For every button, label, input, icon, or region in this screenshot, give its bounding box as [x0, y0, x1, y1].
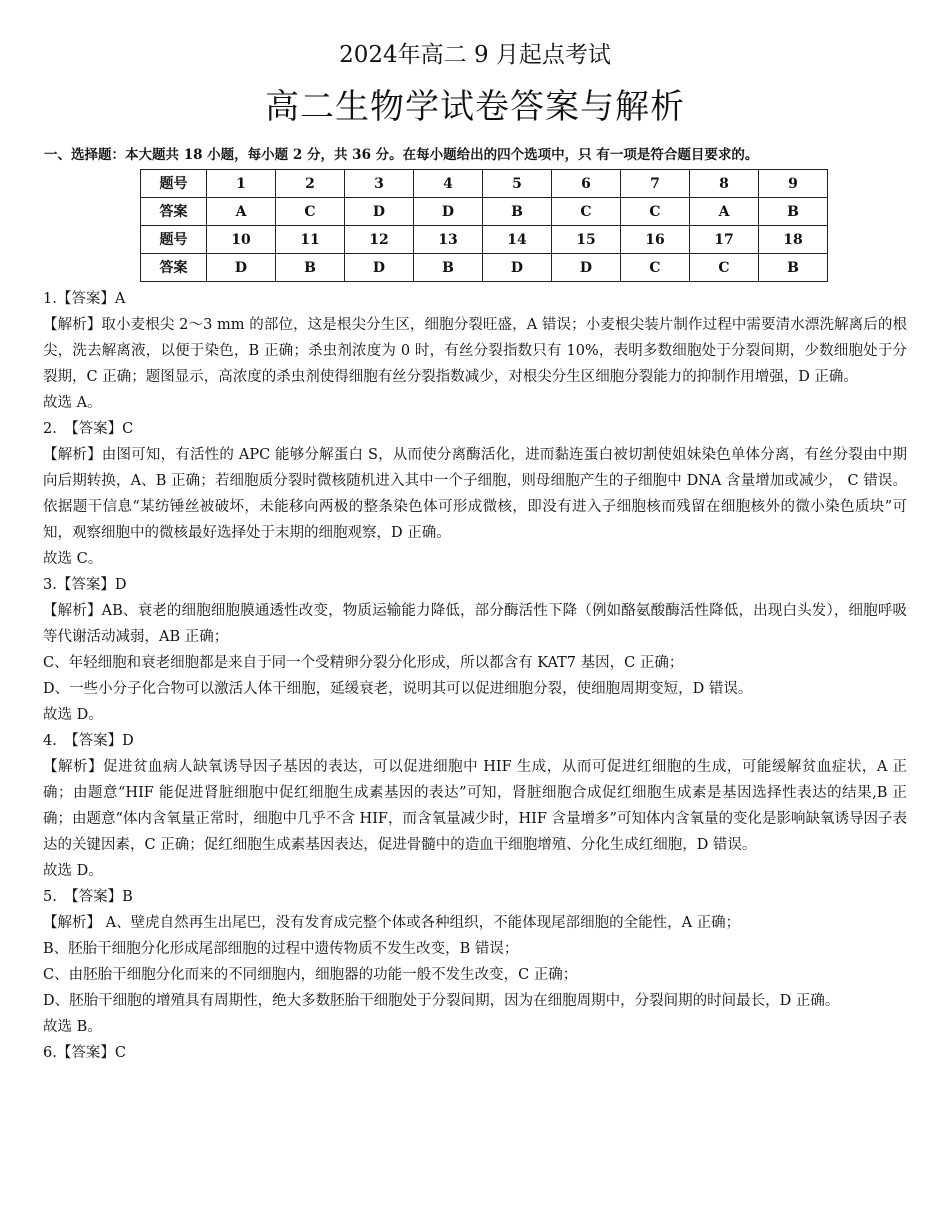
table-cell: B: [276, 254, 345, 282]
answer-line: 2. 【答案】C: [43, 421, 134, 437]
table-cell: D: [345, 254, 414, 282]
table-cell: D: [207, 254, 276, 282]
table-row: [141, 198, 828, 226]
analysis-paragraph: 【解析】 A、壁虎自然再生出尾巴，没有发育成完整个体或各种组织，不能体现尾部细胞的全能性，A 正确；: [43, 915, 741, 931]
analysis-paragraph: D、胚胎干细胞的增殖具有周期性，绝大多数胚胎干细胞处于分裂间期，因为在细胞周期中，分裂间期的时间最长，D 正确。: [43, 993, 840, 1009]
table-cell: 7: [621, 170, 690, 198]
row-label: 题号: [141, 226, 207, 254]
table-cell: B: [759, 198, 828, 226]
table-cell: 8: [690, 170, 759, 198]
conclusion-line: 故选 C。: [43, 551, 103, 567]
table-cell: B: [483, 198, 552, 226]
table-cell: 15: [552, 226, 621, 254]
analysis-paragraph: D、一些小分子化合物可以激活人体干细胞，延缓衰老，说明其可以促进细胞分裂，使细胞周期变短，D 错误。: [43, 681, 753, 697]
table-cell: 17: [690, 226, 759, 254]
row-label: 题号: [141, 170, 207, 198]
table-cell: A: [690, 198, 759, 226]
table-cell: 13: [414, 226, 483, 254]
table-cell: 4: [414, 170, 483, 198]
table-row: [141, 170, 828, 198]
table-cell: B: [414, 254, 483, 282]
analysis-paragraph: B、胚胎干细胞分化形成尾部细胞的过程中遗传物质不发生改变，B 错误；: [43, 941, 519, 957]
conclusion-line: 故选 D。: [43, 707, 103, 723]
table-cell: A: [207, 198, 276, 226]
answer-line: 6.【答案】C: [43, 1045, 126, 1061]
table-cell: 12: [345, 226, 414, 254]
table-cell: D: [345, 198, 414, 226]
answer-line: 4. 【答案】D: [43, 733, 134, 749]
table-cell: 3: [345, 170, 414, 198]
table-row: [141, 254, 828, 282]
answer-line: 3.【答案】D: [43, 577, 127, 593]
table-cell: C: [552, 198, 621, 226]
table-cell: 14: [483, 226, 552, 254]
conclusion-line: 故选 B。: [43, 1019, 102, 1035]
answer-line: 1.【答案】A: [43, 291, 126, 307]
table-cell: C: [690, 254, 759, 282]
analysis-paragraph: 【解析】由图可知，有活性的 APC 能够分解蛋白 S，从而使分离酶活化，进而黏连蛋白被切割使姐妹染色单体分离，有丝分裂由中期向后期转换，A、B 正确；若细胞质分裂时微核随机进入其中一个子细胞，则母细胞产生的子细胞中 DNA 含量增加或减少， C 错误。依据题干信息“某纺锤丝被破坏，未能移向两极的整条染色体可形成微核，即没有进入子细胞核而残留在细胞核外的微小染色质块”可知，观察细胞中的微核最好选择处于末期的细胞观察，D 正确。: [43, 447, 907, 541]
analysis-paragraph: 【解析】取小麦根尖 2～3 mm 的部位，这是根尖分生区，细胞分裂旺盛，A 错误；小麦根尖装片制作过程中需要清水漂洗解离后的根尖，洗去解离液，以便于染色，B 正确；杀虫剂浓度为 0 时，有丝分裂指数只有 10%，表明多数细胞处于分裂间期，少数细胞处于分裂期，C 正确；题图显示，高浓度的杀虫剂使得细胞有丝分裂指数减少，对根尖分生区细胞分裂能力的抑制作用增强，D 正确。: [43, 317, 907, 385]
table-cell: 9: [759, 170, 828, 198]
table-cell: 6: [552, 170, 621, 198]
table-cell: D: [414, 198, 483, 226]
table-cell: 16: [621, 226, 690, 254]
table-cell: 11: [276, 226, 345, 254]
table-cell: 10: [207, 226, 276, 254]
analysis-paragraph: 【解析】AB、衰老的细胞细胞膜通透性改变，物质运输能力降低，部分酶活性下降（例如酪氨酸酶活性降低，出现白头发），细胞呼吸等代谢活动减弱，AB 正确；: [43, 603, 907, 645]
table-cell: 1: [207, 170, 276, 198]
table-cell: 2: [276, 170, 345, 198]
table-cell: C: [621, 198, 690, 226]
analysis-paragraph: 【解析】促进贫血病人缺氧诱导因子基因的表达，可以促进细胞中 HIF 生成，从而可促进红细胞的生成，可能缓解贫血症状，A 正确；由题意“HIF 能促进肾脏细胞中促红细胞生成素基因的表达”可知，肾脏细胞合成促红细胞生成素是基因选择性表达的结果,B 正确；由题意“体内含氧量正常时，细胞中几乎不含 HIF，而含氧量减少时，HIF 含量增多”可知体内含氧量的变化是影响缺氧诱导因子表达的关键因素，C 正确；促红细胞生成素基因表达，促进骨髓中的造血干细胞增殖、分化生成红细胞，D 错误。: [43, 759, 907, 853]
conclusion-line: 故选 D。: [43, 863, 103, 879]
table-cell: D: [483, 254, 552, 282]
analysis-paragraph: C、年轻细胞和衰老细胞都是来自于同一个受精卵分裂分化形成，所以都含有 KAT7 基因，C 正确；: [43, 655, 684, 671]
row-label: 答案: [141, 198, 207, 226]
table-row: [141, 226, 828, 254]
row-label: 答案: [141, 254, 207, 282]
explanation-body: [43, 286, 907, 1066]
section-heading: 一、选择题：本大题共 18 小题，每小题 2 分，共 36 分。在每小题给出的四个选项中，只 有一项是符合题目要求的。: [44, 147, 759, 163]
conclusion-line: 故选 A。: [43, 395, 102, 411]
table-cell: C: [621, 254, 690, 282]
page-title: 高二生物学试卷答案与解析: [265, 87, 685, 127]
table-cell: D: [552, 254, 621, 282]
table-cell: 5: [483, 170, 552, 198]
answer-line: 5. 【答案】B: [43, 889, 133, 905]
table-cell: C: [276, 198, 345, 226]
exam-subtitle: 2024年高二 9 月起点考试: [339, 42, 611, 68]
table-cell: 18: [759, 226, 828, 254]
answer-table: [140, 169, 828, 282]
table-cell: B: [759, 254, 828, 282]
analysis-paragraph: C、由胚胎干细胞分化而来的不同细胞内，细胞器的功能一般不发生改变，C 正确；: [43, 967, 578, 983]
